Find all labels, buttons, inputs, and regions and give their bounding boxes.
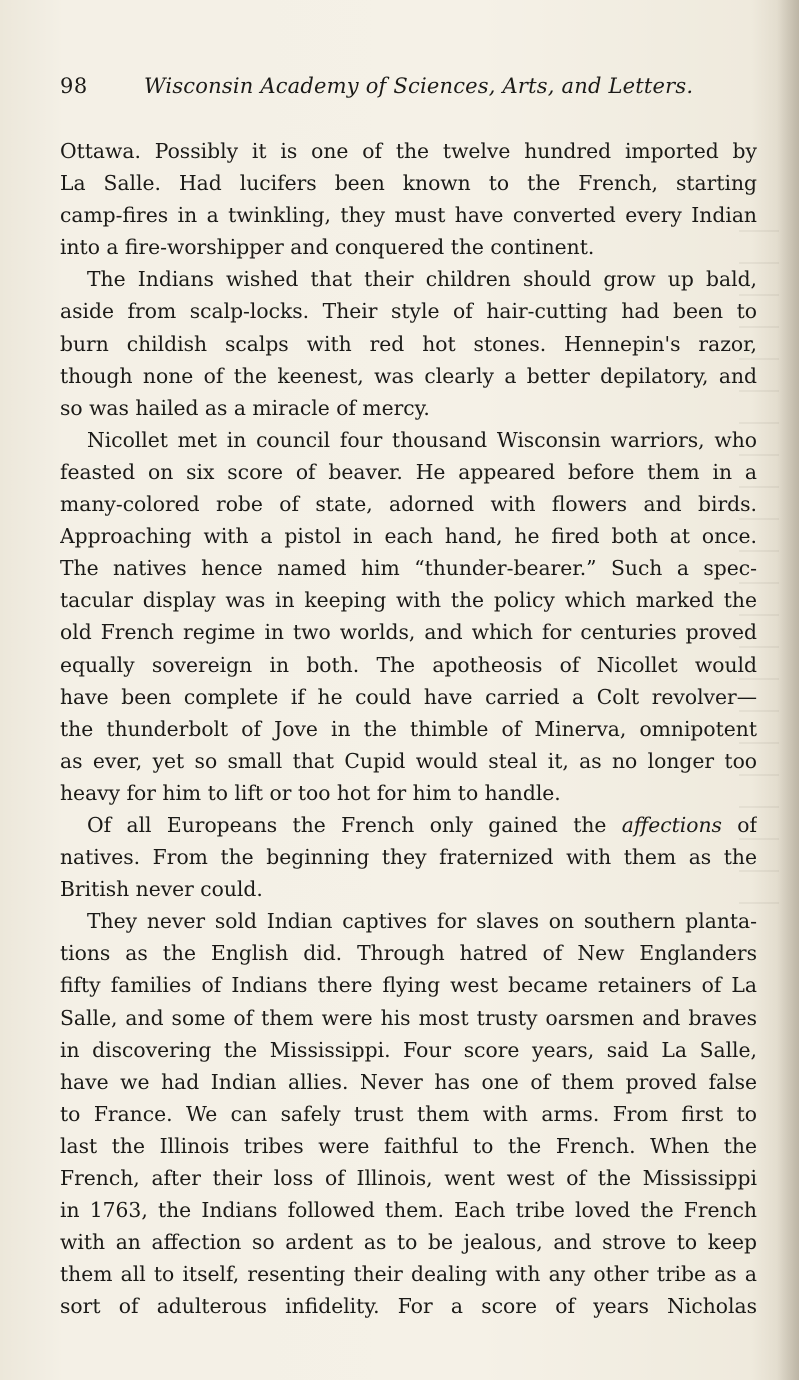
text-line: La Salle. Had lucifers been known to the French, starting xyxy=(60,171,757,196)
text-line: many-colored robe of state, adorned with flowers and birds. xyxy=(60,492,757,517)
text-line: as ever, yet so small that Cupid would steal it, as no longer too xyxy=(60,748,757,773)
text-line: aside from scalp-locks. Their style of hair-cutting had been to xyxy=(60,299,757,324)
page-edge-shadow xyxy=(777,0,799,1380)
text-line: sort of adulterous infidelity. For a score of years Nicholas xyxy=(60,1294,757,1319)
text-line: with an affection so ardent as to be jealous, and strove to keep xyxy=(60,1230,757,1255)
body-text xyxy=(60,135,757,1322)
text-line: though none of the keenest, was clearly a better depilatory, and xyxy=(60,363,757,388)
text-line: feasted on six score of beaver. He appeared before them in a xyxy=(60,459,757,484)
text-line: British never could. xyxy=(60,877,263,902)
text-line: equally sovereign in both. The apotheosis of Nicollet would xyxy=(60,652,757,677)
text-line: have been complete if he could have carried a Colt revolver— xyxy=(60,684,757,709)
text-line: Salle, and some of them were his most trusty oarsmen and braves xyxy=(60,1005,757,1030)
text-line: in 1763, the Indians followed them. Each tribe loved the French xyxy=(60,1198,757,1223)
paragraph-first-line xyxy=(60,809,757,841)
running-title: Wisconsin Academy of Sciences, Arts, and Letters. xyxy=(144,74,694,98)
text-line: fifty families of Indians there flying west became retainers of La xyxy=(60,973,757,998)
text-line: heavy for him to lift or too hot for him to handle. xyxy=(60,780,561,805)
paragraph-first-line: They never sold Indian captives for slaves on southern planta- xyxy=(87,909,757,934)
text-line: in discovering the Mississippi. Four score years, said La Salle, xyxy=(60,1037,757,1062)
text-line: so was hailed as a miracle of mercy. xyxy=(60,395,430,420)
text-line: the thunderbolt of Jove in the thimble of Minerva, omnipotent xyxy=(60,716,757,741)
italic-word: affections xyxy=(621,812,722,837)
text-line: French, after their loss of Illinois, went west of the Mississippi xyxy=(60,1166,757,1190)
text-line: natives. From the beginning they fraternized with them as the xyxy=(60,845,757,870)
paragraph-first-line: The Indians wished that their children should grow up bald, xyxy=(87,267,757,292)
text-line: camp-fires in a twinkling, they must have converted every Indian xyxy=(60,203,757,228)
text-line: The natives hence named him “thunder-bearer.” Such a spec- xyxy=(60,556,757,581)
text-line: old French regime in two worlds, and which for centuries proved xyxy=(60,620,757,645)
text-line: to France. We can safely trust them with arms. From first to xyxy=(60,1101,757,1126)
page-number: 98 xyxy=(60,74,88,98)
text-line: have we had Indian allies. Never has one of them proved false xyxy=(60,1069,757,1094)
text-line: into a fire-worshipper and conquered the continent. xyxy=(60,235,595,260)
text-line: them all to itself, resenting their dealing with any other tribe as a xyxy=(60,1262,757,1287)
text-fragment: Of all Europeans the French only gained the xyxy=(87,812,607,837)
running-header xyxy=(60,74,760,104)
text-line: last the Illinois tribes were faithful to the French. When the xyxy=(60,1133,757,1158)
text-fragment: of xyxy=(737,812,757,837)
paragraph-first-line: Nicollet met in council four thousand Wisconsin warriors, who xyxy=(87,427,757,452)
text-line: burn childish scalps with red hot stones. Hennepin's razor, xyxy=(60,331,757,356)
text-line: tacular display was in keeping with the policy which marked the xyxy=(60,588,757,613)
text-line: Approaching with a pistol in each hand, he fired both at once. xyxy=(60,524,757,549)
text-line: Ottawa. Possibly it is one of the twelve hundred imported by xyxy=(60,139,757,163)
text-line: tions as the English did. Through hatred of New Englanders xyxy=(60,941,757,966)
